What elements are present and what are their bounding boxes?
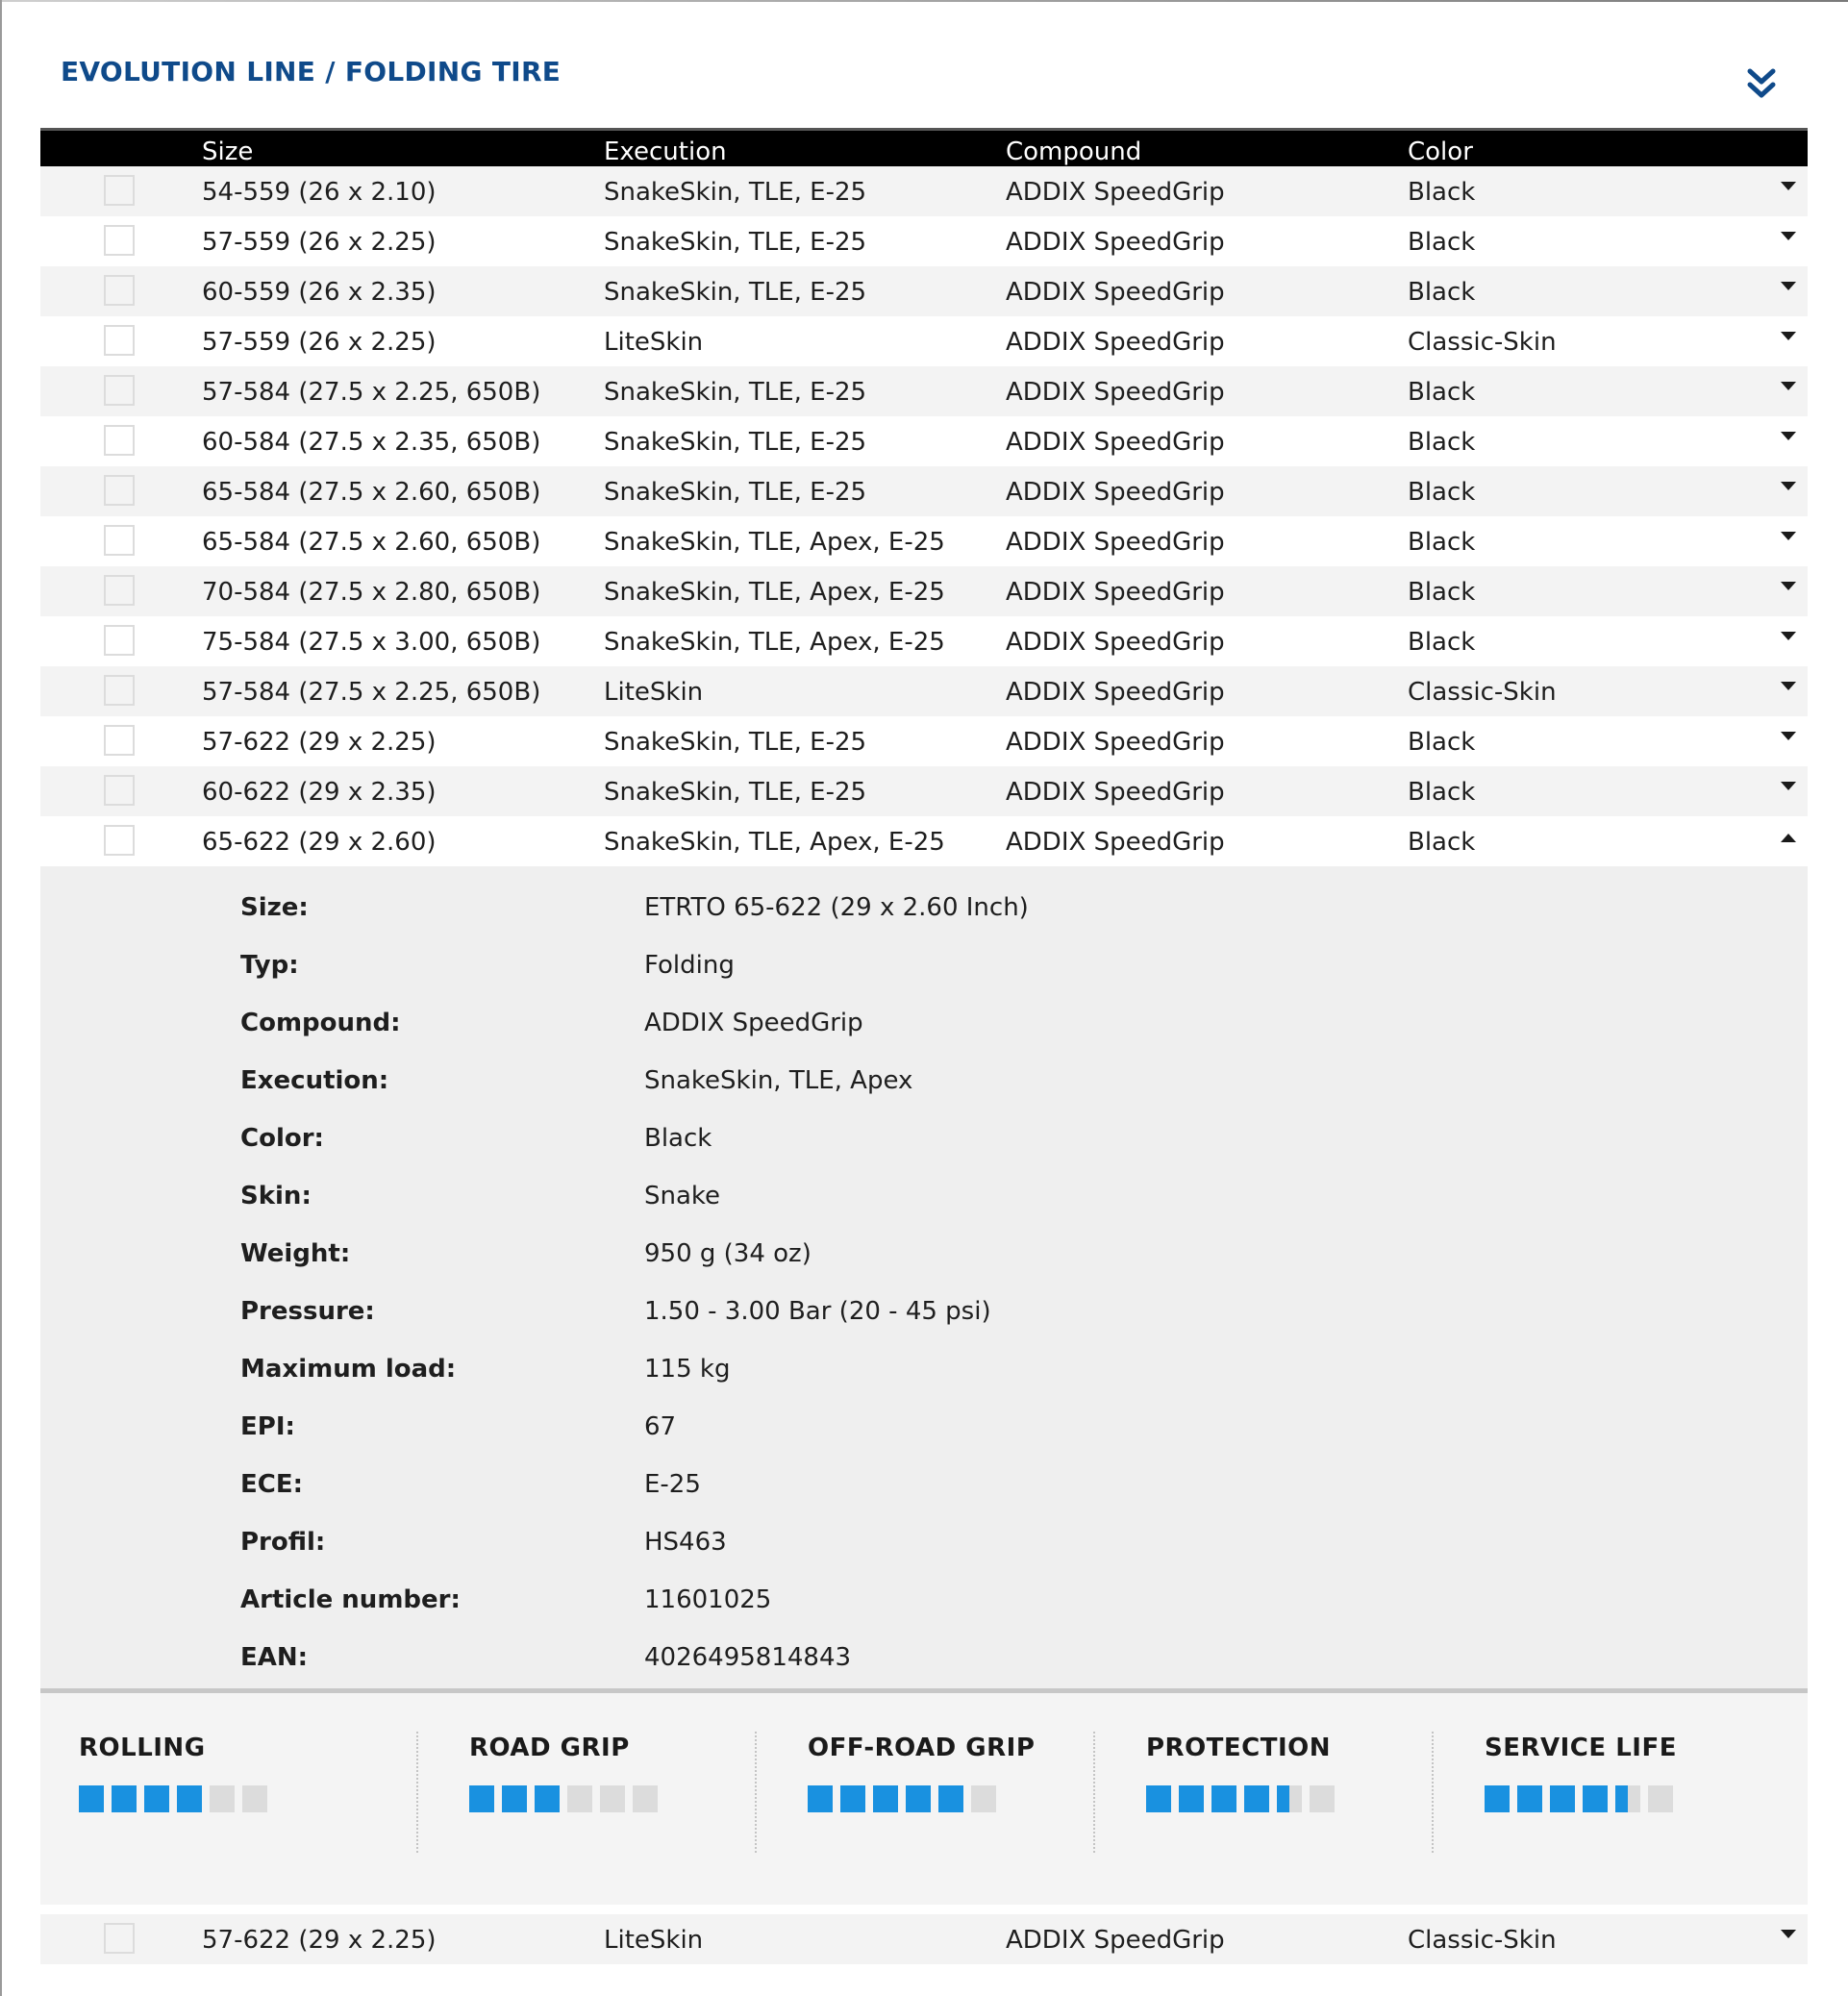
table-row[interactable]	[40, 216, 1808, 266]
collapse-button[interactable]	[1742, 65, 1781, 104]
execution-cell: SnakeSkin, TLE, E-25	[604, 428, 867, 457]
size-cell: 60-559 (26 x 2.35)	[202, 278, 437, 307]
execution-cell: LiteSkin	[604, 328, 704, 357]
rating-segment	[535, 1785, 560, 1812]
table-row[interactable]	[40, 266, 1808, 316]
rating-segment-fill	[535, 1785, 560, 1812]
section-gap	[40, 1905, 1808, 1914]
rating-segment-fill	[808, 1785, 833, 1812]
rating-segment-fill	[938, 1785, 963, 1812]
row-checkbox[interactable]	[104, 675, 135, 706]
window-left-edge	[0, 0, 2, 1996]
rating-segment	[633, 1785, 658, 1812]
row-checkbox[interactable]	[104, 525, 135, 556]
table-row[interactable]	[40, 416, 1808, 466]
expand-row-caret-icon[interactable]	[1781, 582, 1796, 590]
detail-label: Skin:	[240, 1182, 312, 1210]
expand-row-caret-icon[interactable]	[1781, 382, 1796, 390]
row-checkbox[interactable]	[104, 575, 135, 606]
detail-row	[40, 1528, 1808, 1585]
execution-cell: SnakeSkin, TLE, E-25	[604, 378, 867, 407]
detail-label: Article number:	[240, 1585, 461, 1614]
detail-row	[40, 893, 1808, 951]
compound-cell: ADDIX SpeedGrip	[1006, 778, 1225, 807]
window-top-edge	[0, 0, 1848, 2]
detail-value: 11601025	[644, 1585, 772, 1614]
row-checkbox[interactable]	[104, 375, 135, 406]
double-chevron-down-icon	[1742, 65, 1781, 104]
execution-cell: SnakeSkin, TLE, E-25	[604, 228, 867, 257]
rating-segment	[600, 1785, 625, 1812]
rating-divider	[416, 1732, 418, 1853]
size-cell: 57-584 (27.5 x 2.25, 650B)	[202, 678, 541, 707]
color-cell: Classic-Skin	[1408, 328, 1557, 357]
detail-value: Black	[644, 1124, 712, 1153]
table-row[interactable]	[40, 566, 1808, 616]
compound-cell: ADDIX SpeedGrip	[1006, 178, 1225, 207]
detail-row	[40, 1643, 1808, 1701]
detail-label: Color:	[240, 1124, 324, 1153]
detail-value: SnakeSkin, TLE, Apex	[644, 1066, 913, 1095]
rating-label: ROLLING	[79, 1734, 206, 1762]
detail-label: ECE:	[240, 1470, 303, 1499]
compound-cell: ADDIX SpeedGrip	[1006, 328, 1225, 357]
row-checkbox[interactable]	[104, 475, 135, 506]
rating-segment	[79, 1785, 104, 1812]
rating-segment	[1310, 1785, 1335, 1812]
rating-segment	[1648, 1785, 1673, 1812]
rating-label: SERVICE LIFE	[1485, 1734, 1677, 1762]
rating-segment-fill	[502, 1785, 527, 1812]
rating-segment	[1583, 1785, 1608, 1812]
row-checkbox[interactable]	[104, 625, 135, 656]
size-cell: 57-559 (26 x 2.25)	[202, 228, 437, 257]
rating-label: OFF-ROAD GRIP	[808, 1734, 1036, 1762]
expand-row-caret-icon[interactable]	[1781, 1930, 1796, 1938]
rating-segment-fill	[1179, 1785, 1204, 1812]
detail-row	[40, 1355, 1808, 1412]
rating-segment	[808, 1785, 833, 1812]
row-checkbox[interactable]	[104, 1923, 135, 1954]
rating-segment	[210, 1785, 235, 1812]
size-cell: 57-622 (29 x 2.25)	[202, 728, 437, 757]
performance-ratings	[40, 1693, 1808, 1905]
rating-segment-fill	[1615, 1785, 1628, 1812]
expand-row-caret-icon[interactable]	[1781, 682, 1796, 690]
rating-segment-fill	[112, 1785, 137, 1812]
rating-segment	[1211, 1785, 1236, 1812]
row-checkbox[interactable]	[104, 725, 135, 756]
color-cell: Black	[1408, 828, 1476, 857]
rating-segment-fill	[873, 1785, 898, 1812]
size-cell: 54-559 (26 x 2.10)	[202, 178, 437, 207]
rating-segment-fill	[906, 1785, 931, 1812]
color-cell: Classic-Skin	[1408, 678, 1557, 707]
rating-segment	[469, 1785, 494, 1812]
table-row[interactable]	[40, 516, 1808, 566]
execution-cell: SnakeSkin, TLE, Apex, E-25	[604, 628, 945, 657]
detail-row	[40, 1182, 1808, 1239]
compound-cell: ADDIX SpeedGrip	[1006, 278, 1225, 307]
execution-cell: SnakeSkin, TLE, Apex, E-25	[604, 528, 945, 557]
page-title: EVOLUTION LINE / FOLDING TIRE	[61, 56, 562, 87]
color-cell: Black	[1408, 278, 1476, 307]
detail-value: HS463	[644, 1528, 727, 1557]
detail-value: Folding	[644, 951, 735, 980]
collapse-row-caret-icon[interactable]	[1781, 834, 1796, 842]
detail-value: 67	[644, 1412, 677, 1441]
table-row[interactable]	[40, 816, 1808, 866]
rating-divider	[1432, 1732, 1434, 1853]
execution-cell: SnakeSkin, TLE, Apex, E-25	[604, 578, 945, 607]
execution-cell: SnakeSkin, TLE, E-25	[604, 278, 867, 307]
detail-value: 115 kg	[644, 1355, 731, 1384]
row-checkbox[interactable]	[104, 175, 135, 206]
size-cell: 57-584 (27.5 x 2.25, 650B)	[202, 378, 541, 407]
color-cell: Black	[1408, 478, 1476, 507]
size-cell: 65-584 (27.5 x 2.60, 650B)	[202, 478, 541, 507]
color-cell: Black	[1408, 728, 1476, 757]
row-checkbox[interactable]	[104, 775, 135, 806]
rating-label: ROAD GRIP	[469, 1734, 630, 1762]
detail-value: E-25	[644, 1470, 701, 1499]
compound-cell: ADDIX SpeedGrip	[1006, 828, 1225, 857]
detail-label: EAN:	[240, 1643, 309, 1672]
detail-row	[40, 1066, 1808, 1124]
expand-row-caret-icon[interactable]	[1781, 782, 1796, 790]
detail-value: 950 g (34 oz)	[644, 1239, 812, 1268]
compound-cell: ADDIX SpeedGrip	[1006, 228, 1225, 257]
detail-label: EPI:	[240, 1412, 295, 1441]
color-cell: Black	[1408, 228, 1476, 257]
size-cell: 60-584 (27.5 x 2.35, 650B)	[202, 428, 541, 457]
detail-row	[40, 1239, 1808, 1297]
rating-segment-fill	[1277, 1785, 1289, 1812]
expand-row-caret-icon[interactable]	[1781, 482, 1796, 490]
table-row[interactable]	[40, 366, 1808, 416]
tire-detail-panel	[40, 866, 1808, 1693]
color-cell: Black	[1408, 178, 1476, 207]
compound-cell: ADDIX SpeedGrip	[1006, 578, 1225, 607]
row-checkbox[interactable]	[104, 325, 135, 356]
compound-cell: ADDIX SpeedGrip	[1006, 728, 1225, 757]
rating-segment-fill	[1550, 1785, 1575, 1812]
size-cell: 57-622 (29 x 2.25)	[202, 1926, 437, 1955]
rating-segment	[1179, 1785, 1204, 1812]
rating-segment	[938, 1785, 963, 1812]
rating-segment	[1615, 1785, 1640, 1812]
rating-segment-fill	[79, 1785, 104, 1812]
row-checkbox[interactable]	[104, 425, 135, 456]
compound-cell: ADDIX SpeedGrip	[1006, 1926, 1225, 1955]
expand-row-caret-icon[interactable]	[1781, 532, 1796, 540]
execution-cell: LiteSkin	[604, 1926, 704, 1955]
rating-segment-fill	[1485, 1785, 1510, 1812]
rating-segment	[1146, 1785, 1171, 1812]
expand-row-caret-icon[interactable]	[1781, 282, 1796, 290]
execution-cell: SnakeSkin, TLE, E-25	[604, 178, 867, 207]
expand-row-caret-icon[interactable]	[1781, 632, 1796, 640]
size-cell: 70-584 (27.5 x 2.80, 650B)	[202, 578, 541, 607]
detail-value: ETRTO 65-622 (29 x 2.60 Inch)	[644, 893, 1029, 922]
execution-cell: SnakeSkin, TLE, Apex, E-25	[604, 828, 945, 857]
detail-row	[40, 1412, 1808, 1470]
table-row[interactable]	[40, 1914, 1808, 1964]
tire-size-table	[40, 128, 1808, 1964]
detail-row	[40, 1470, 1808, 1528]
expand-row-caret-icon[interactable]	[1781, 332, 1796, 340]
rating-segment	[1550, 1785, 1575, 1812]
rating-segment	[112, 1785, 137, 1812]
rating-segment-fill	[840, 1785, 865, 1812]
color-cell: Black	[1408, 378, 1476, 407]
detail-value: Snake	[644, 1182, 721, 1210]
detail-label: Compound:	[240, 1009, 401, 1037]
rating-segment-fill	[1211, 1785, 1236, 1812]
compound-cell: ADDIX SpeedGrip	[1006, 378, 1225, 407]
detail-row	[40, 1009, 1808, 1066]
color-cell: Black	[1408, 428, 1476, 457]
expand-row-caret-icon[interactable]	[1781, 432, 1796, 440]
compound-cell: ADDIX SpeedGrip	[1006, 528, 1225, 557]
rating-segment-fill	[1583, 1785, 1608, 1812]
color-cell: Black	[1408, 578, 1476, 607]
detail-label: Maximum load:	[240, 1355, 457, 1384]
rating-segment	[840, 1785, 865, 1812]
detail-value: ADDIX SpeedGrip	[644, 1009, 863, 1037]
size-cell: 57-559 (26 x 2.25)	[202, 328, 437, 357]
rating-segment	[177, 1785, 202, 1812]
detail-row	[40, 1124, 1808, 1182]
size-cell: 60-622 (29 x 2.35)	[202, 778, 437, 807]
detail-row	[40, 951, 1808, 1009]
color-cell: Black	[1408, 778, 1476, 807]
table-header	[40, 128, 1808, 166]
rating-segment	[502, 1785, 527, 1812]
rating-segment	[971, 1785, 996, 1812]
expand-row-caret-icon[interactable]	[1781, 732, 1796, 740]
detail-row	[40, 1585, 1808, 1643]
rating-label: PROTECTION	[1146, 1734, 1332, 1762]
compound-cell: ADDIX SpeedGrip	[1006, 678, 1225, 707]
expand-row-caret-icon[interactable]	[1781, 232, 1796, 240]
detail-value: 1.50 - 3.00 Bar (20 - 45 psi)	[644, 1297, 991, 1326]
rating-segment-fill	[177, 1785, 202, 1812]
rating-divider	[1093, 1732, 1095, 1853]
column-header-execution[interactable]: Execution	[604, 137, 727, 166]
detail-label: Size:	[240, 893, 309, 922]
table-row[interactable]	[40, 616, 1808, 666]
rating-segment	[873, 1785, 898, 1812]
table-row[interactable]	[40, 766, 1808, 816]
rating-segment	[144, 1785, 169, 1812]
detail-label: Pressure:	[240, 1297, 375, 1326]
compound-cell: ADDIX SpeedGrip	[1006, 478, 1225, 507]
column-header-compound[interactable]: Compound	[1006, 137, 1142, 166]
rating-segment	[906, 1785, 931, 1812]
rating-segment	[1277, 1785, 1302, 1812]
column-header-size[interactable]: Size	[202, 137, 254, 166]
compound-cell: ADDIX SpeedGrip	[1006, 428, 1225, 457]
detail-label: Execution:	[240, 1066, 389, 1095]
row-checkbox[interactable]	[104, 825, 135, 856]
rating-segment	[1485, 1785, 1510, 1812]
size-cell: 65-584 (27.5 x 2.60, 650B)	[202, 528, 541, 557]
table-row[interactable]	[40, 466, 1808, 516]
rating-divider	[755, 1732, 757, 1853]
rating-segment	[1517, 1785, 1542, 1812]
table-row[interactable]	[40, 716, 1808, 766]
rating-segment-fill	[469, 1785, 494, 1812]
table-body	[40, 166, 1808, 1964]
detail-row	[40, 1297, 1808, 1355]
row-checkbox[interactable]	[104, 275, 135, 306]
rating-segment	[1244, 1785, 1269, 1812]
table-row[interactable]	[40, 666, 1808, 716]
execution-cell: SnakeSkin, TLE, E-25	[604, 728, 867, 757]
compound-cell: ADDIX SpeedGrip	[1006, 628, 1225, 657]
color-cell: Black	[1408, 528, 1476, 557]
rating-segment-fill	[1517, 1785, 1542, 1812]
rating-segment-fill	[1146, 1785, 1171, 1812]
execution-cell: SnakeSkin, TLE, E-25	[604, 478, 867, 507]
size-cell: 65-622 (29 x 2.60)	[202, 828, 437, 857]
detail-value: 4026495814843	[644, 1643, 852, 1672]
rating-segment-fill	[1244, 1785, 1269, 1812]
color-cell: Black	[1408, 628, 1476, 657]
rating-segment	[567, 1785, 592, 1812]
detail-label: Weight:	[240, 1239, 351, 1268]
expand-row-caret-icon[interactable]	[1781, 182, 1796, 190]
column-header-color[interactable]: Color	[1408, 137, 1473, 166]
row-checkbox[interactable]	[104, 225, 135, 256]
table-row[interactable]	[40, 316, 1808, 366]
color-cell: Classic-Skin	[1408, 1926, 1557, 1955]
detail-label: Profil:	[240, 1528, 326, 1557]
rating-segment-fill	[144, 1785, 169, 1812]
execution-cell: SnakeSkin, TLE, E-25	[604, 778, 867, 807]
execution-cell: LiteSkin	[604, 678, 704, 707]
detail-label: Typ:	[240, 951, 299, 980]
table-row[interactable]	[40, 166, 1808, 216]
rating-segment	[242, 1785, 267, 1812]
size-cell: 75-584 (27.5 x 3.00, 650B)	[202, 628, 541, 657]
